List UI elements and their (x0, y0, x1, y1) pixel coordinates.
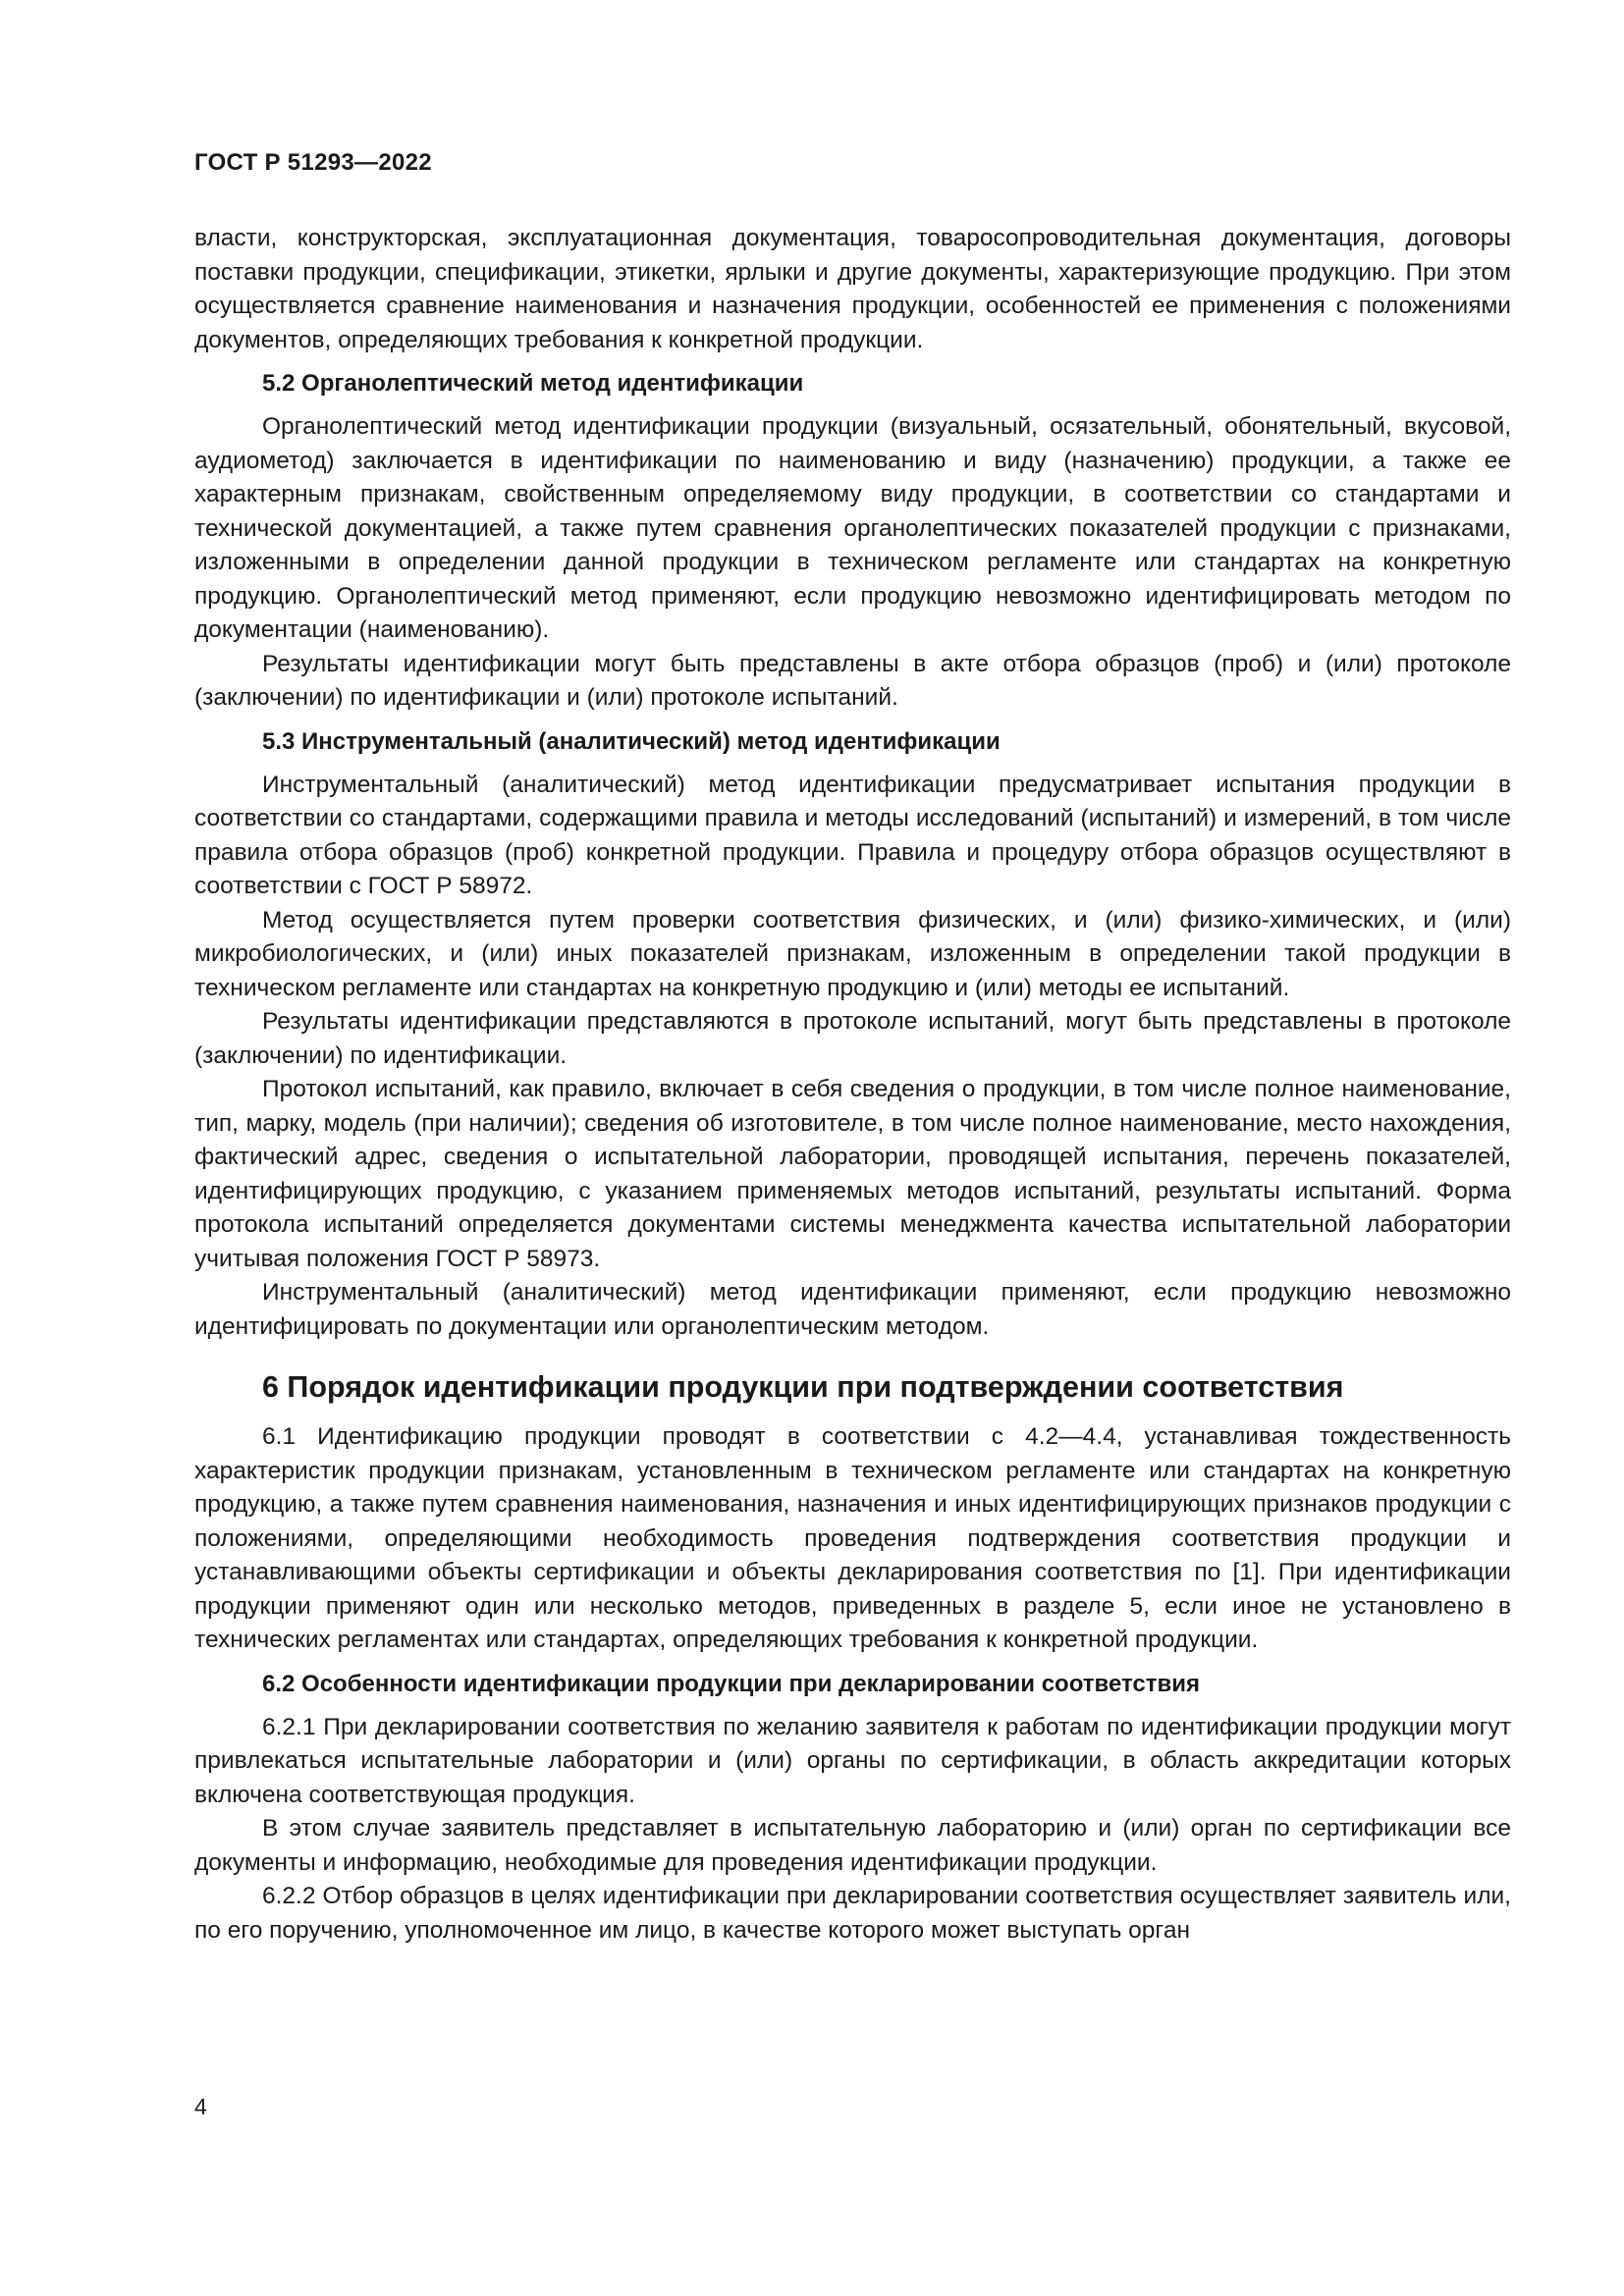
section-5-3-paragraph-5: Инструментальный (аналитический) метод идентификации применяют, если продукцию невозможно идентифицировать по документации или органолептическим методом. (194, 1279, 1511, 1340)
section-6-1-paragraph: 6.1 Идентификацию продукции проводят в соответствии с 4.2—4.4, устанавливая тождественность характеристик продукции признакам, установленным в техническом регламенте или стандартах на конкретную продукцию, а также путем сравнения наименования, назначения и иных идентифицирующих признаков продукции с положениями, определяющими необходимость проведения подтверждения соответствия продукции и устанавливающими объекты сертификации и объекты декларирования соответствия по [1]. При идентификации продукции применяют один или несколько методов, приведенных в разделе 5, если иное не установлено в технических регламентах или стандартах, определяющих требования к конкретной продукции. (194, 1423, 1511, 1653)
section-5-3-title: 5.3 Инструментальный (аналитический) метод идентификации (262, 727, 1001, 755)
section-6-2-1-paragraph-1: 6.2.1 При декларировании соответствия по желанию заявителя к работам по идентификации продукции могут привлекаться испытательные лаборатории и (или) органы по сертификации, в область аккредитации которых включена соответствующая продукция. (194, 1713, 1511, 1808)
section-6-2-1-paragraph-2: В этом случае заявитель представляет в испытательную лабораторию и (или) орган по сертификации все документы и информацию, необходимые для проведения идентификации продукции. (194, 1815, 1511, 1876)
section-5-2-paragraph-2: Результаты идентификации могут быть представлены в акте отбора образцов (проб) и (или) протоколе (заключении) по идентификации и (или) протоколе испытаний. (194, 650, 1511, 711)
section-5-3-paragraph-4: Протокол испытаний, как правило, включает в себя сведения о продукции, в том числе полное наименование, тип, марку, модель (при наличии); сведения об изготовителе, в том числе полное наименование, место нахождения, фактический адрес, сведения о испытательной лаборатории, проводящей испытания, перечень показателей, идентифицирующих продукцию, с указанием применяемых методов испытаний, результаты испытаний. Форма протокола испытаний определяется документами системы менеджмента качества испытательной лаборатории учитывая положения ГОСТ Р 58973. (194, 1076, 1511, 1272)
standard-header: ГОСТ Р 51293—2022 (194, 149, 432, 176)
section-6-2-2-paragraph-1: 6.2.2 Отбор образцов в целях идентификации при декларировании соответствия осуществляет заявитель или, по его поручению, уполномоченное им лицо, в качестве которого может выступать орган (194, 1883, 1511, 1944)
page-number: 4 (194, 2094, 207, 2119)
section-6-2-title: 6.2 Особенности идентификации продукции при декларировании соответствия (262, 1670, 1201, 1697)
section-5-3-paragraph-1: Инструментальный (аналитический) метод идентификации предусматривает испытания продукции в соответствии со стандартами, содержащими правила и методы исследований (испытаний) и измерений, в том числе правила отбора образцов (проб) конкретной продукции. Правила и процедуру отбора образцов осуществляют в соответствии с ГОСТ Р 58972. (194, 771, 1511, 899)
section-5-2-title: 5.2 Органолептический метод идентификации (262, 370, 804, 397)
paragraph-intro: власти, конструкторская, эксплуатационная документация, товаросопроводительная документация, договоры поставки продукции, спецификации, этикетки, ярлыки и другие документы, характеризующие продукцию. При этом осуществляется сравнение наименования и назначения продукции, особенностей ее применения с положениями документов, определяющих требования к конкретной продукции. (194, 225, 1511, 353)
section-5-3-paragraph-2: Метод осуществляется путем проверки соответствия физических, и (или) физико-химических, и (или) микробиологических, и (или) иных показателей признакам, изложенным в определении такой продукции в техническом регламенте или стандартах на конкретную продукцию и (или) методы ее испытаний. (194, 906, 1511, 1001)
document-body (194, 222, 1511, 1948)
section-5-2-paragraph-1: Органолептический метод идентификации продукции (визуальный, осязательный, обонятельный, вкусовой, аудиометод) заключается в идентификации по наименованию и виду (назначению) продукции, а также ее характерным признакам, свойственным определяемому виду продукции, в соответствии со стандартами и технической документацией, а также путем сравнения органолептических показателей продукции с признаками, изложенными в определении данной продукции в техническом регламенте или стандартах на конкретную продукцию. Органолептический метод применяют, если продукцию невозможно идентифицировать методом по документации (наименованию). (194, 413, 1511, 643)
section-5-3-paragraph-3: Результаты идентификации представляются в протоколе испытаний, могут быть представлены в протоколе (заключении) по идентификации. (194, 1008, 1511, 1069)
section-6-title: 6 Порядок идентификации продукции при подтверждении соответствия (262, 1370, 1344, 1404)
